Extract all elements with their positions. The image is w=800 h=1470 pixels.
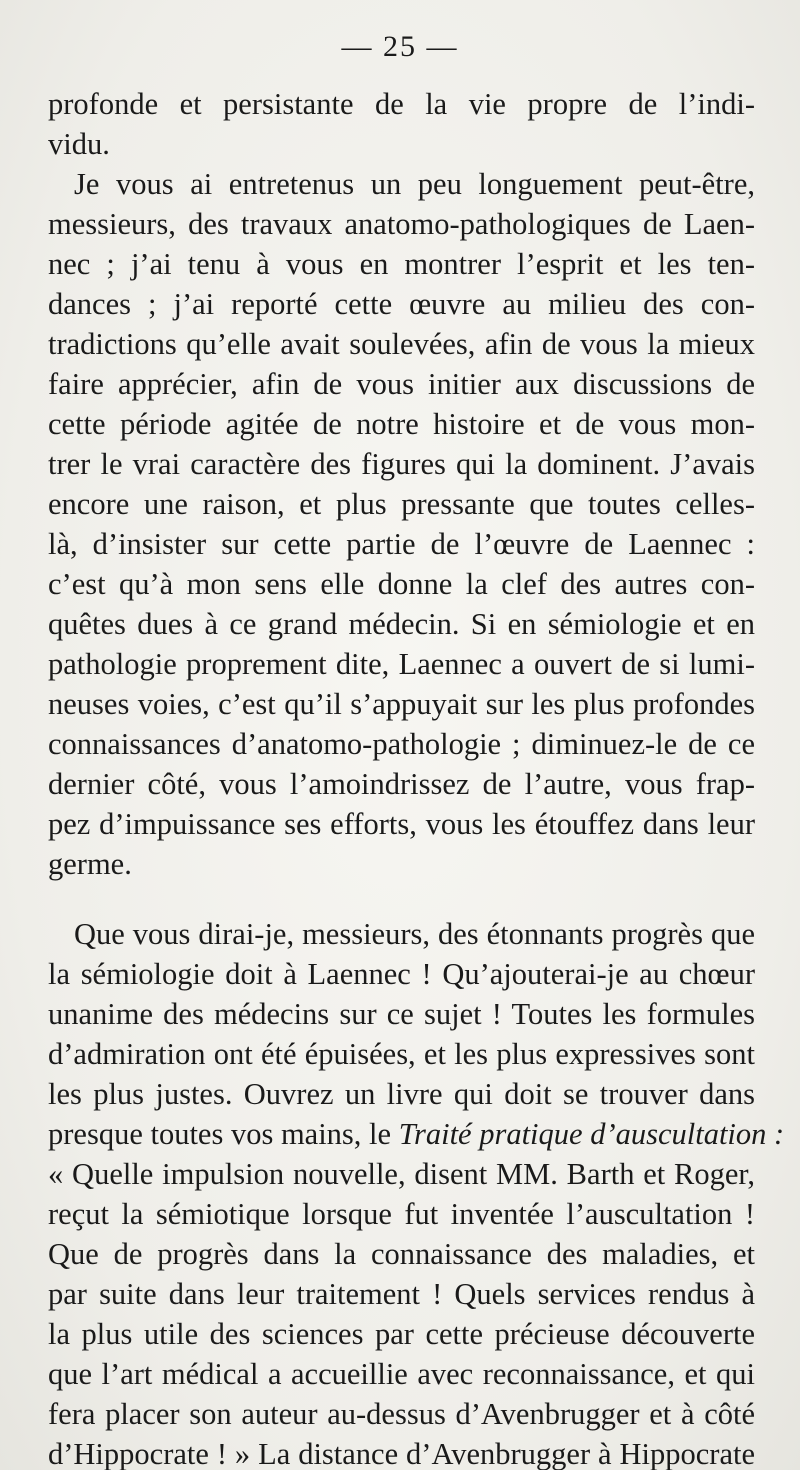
- text-line-content: c’est qu’à mon sens elle donne la clef des autres con-: [48, 567, 755, 601]
- text-line: [48, 1034, 755, 1074]
- text-line: [48, 644, 755, 684]
- text-line-content: unanime des médecins sur ce sujet ! Toutes les formules: [48, 997, 755, 1031]
- text-line: [48, 804, 755, 844]
- text-line-content: connaissances d’anatomo-pathologie ; diminuez-le de ce: [48, 727, 755, 761]
- text-line-content: cette période agitée de notre histoire et de vous mon-: [48, 407, 755, 441]
- text-line-content: d’Hippocrate ! » La distance d’Avenbrugger à Hippocrate: [48, 1437, 755, 1470]
- text-line: [48, 764, 755, 804]
- text-line: [48, 604, 755, 644]
- text-line: [48, 404, 755, 444]
- text-line: [48, 324, 755, 364]
- text-line: [48, 1074, 755, 1114]
- text-line: [48, 954, 755, 994]
- text-line: [48, 524, 755, 564]
- text-line-content: trer le vrai caractère des figures qui la dominent. J’avais: [48, 447, 755, 481]
- text-line-content: Que vous dirai-je, messieurs, des étonnants progrès que: [74, 917, 755, 951]
- text-line-content: reçut la sémiotique lorsque fut inventée l’auscultation !: [48, 1197, 755, 1231]
- paragraph-gap: [48, 884, 755, 914]
- text-line-content: par suite dans leur traitement ! Quels services rendus à: [48, 1277, 755, 1311]
- text-line-content: Je vous ai entretenus un peu longuement peut-être,: [74, 167, 755, 201]
- text-line-content: quêtes dues à ce grand médecin. Si en sémiologie et en: [48, 607, 755, 641]
- text-line-content: dernier côté, vous l’amoindrissez de l’autre, vous frap-: [48, 767, 755, 801]
- text-line: [48, 1274, 755, 1314]
- body-text: [48, 84, 785, 1470]
- text-line-content: encore une raison, et plus pressante que toutes celles-: [48, 487, 755, 521]
- text-line: [48, 484, 755, 524]
- text-line-content: neuses voies, c’est qu’il s’appuyait sur les plus profondes: [48, 687, 755, 721]
- text-line-content: faire apprécier, afin de vous initier aux discussions de: [48, 367, 755, 401]
- text-line-content: Que de progrès dans la connaissance des maladies, et: [48, 1237, 755, 1271]
- text-line-content: nec ; j’ai tenu à vous en montrer l’esprit et les ten-: [48, 247, 755, 281]
- text-line-content: fera placer son auteur au-dessus d’Avenbrugger et à côté: [48, 1397, 755, 1431]
- text-line: [48, 84, 755, 124]
- text-line: [48, 1354, 755, 1394]
- text-line: [48, 1314, 755, 1354]
- text-line-content: pathologie proprement dite, Laennec a ouvert de si lumi-: [48, 647, 755, 681]
- text-line-content: messieurs, des travaux anatomo-pathologiques de Laen-: [48, 207, 755, 241]
- text-line: [48, 244, 755, 284]
- text-line-content: la plus utile des sciences par cette précieuse découverte: [48, 1317, 755, 1351]
- text-line-content: profonde et persistante de la vie propre de l’indi-: [48, 87, 755, 121]
- text-line: [48, 564, 755, 604]
- text-line: [48, 684, 755, 724]
- text-line: [48, 1234, 755, 1274]
- text-line-content: d’admiration ont été épuisées, et les plus expressives sont: [48, 1037, 755, 1071]
- text-line-content: la sémiologie doit à Laennec ! Qu’ajouterai-je au chœur: [48, 957, 755, 991]
- text-line: [48, 204, 755, 244]
- page-number: — 25 —: [341, 30, 459, 63]
- text-line-content: dances ; j’ai reporté cette œuvre au milieu des con-: [48, 287, 755, 321]
- text-line: [48, 1154, 755, 1194]
- text-line-content: tradictions qu’elle avait soulevées, afin de vous la mieux: [48, 327, 755, 361]
- text-line-content: germe.: [48, 847, 132, 881]
- text-line: [48, 844, 755, 884]
- text-line: [48, 1434, 755, 1470]
- text-line: [48, 1394, 755, 1434]
- text-line: [48, 364, 755, 404]
- text-line: [48, 444, 755, 484]
- text-line-content: vidu.: [48, 127, 110, 161]
- text-line: [48, 124, 755, 164]
- text-line-content: les plus justes. Ouvrez un livre qui doit se trouver dans: [48, 1077, 755, 1111]
- text-line-content: presque toutes vos mains, le: [48, 1117, 399, 1151]
- text-line-content: pez d’impuissance ses efforts, vous les étouffez dans leur: [48, 807, 755, 841]
- text-line-content: là, d’insister sur cette partie de l’œuvre de Laennec :: [48, 527, 755, 561]
- text-line-content: « Quelle impulsion nouvelle, disent MM. Barth et Roger,: [48, 1157, 755, 1191]
- text-line: [48, 284, 755, 324]
- text-line: [48, 1194, 755, 1234]
- text-line-content: que l’art médical a accueillie avec reconnaissance, et qui: [48, 1357, 755, 1391]
- text-line: [48, 724, 755, 764]
- text-line: [48, 164, 755, 204]
- italic-title: Traité pratique d’auscultation :: [398, 1117, 785, 1151]
- text-line: [48, 1114, 785, 1154]
- text-line: [48, 994, 755, 1034]
- text-line: [48, 914, 755, 954]
